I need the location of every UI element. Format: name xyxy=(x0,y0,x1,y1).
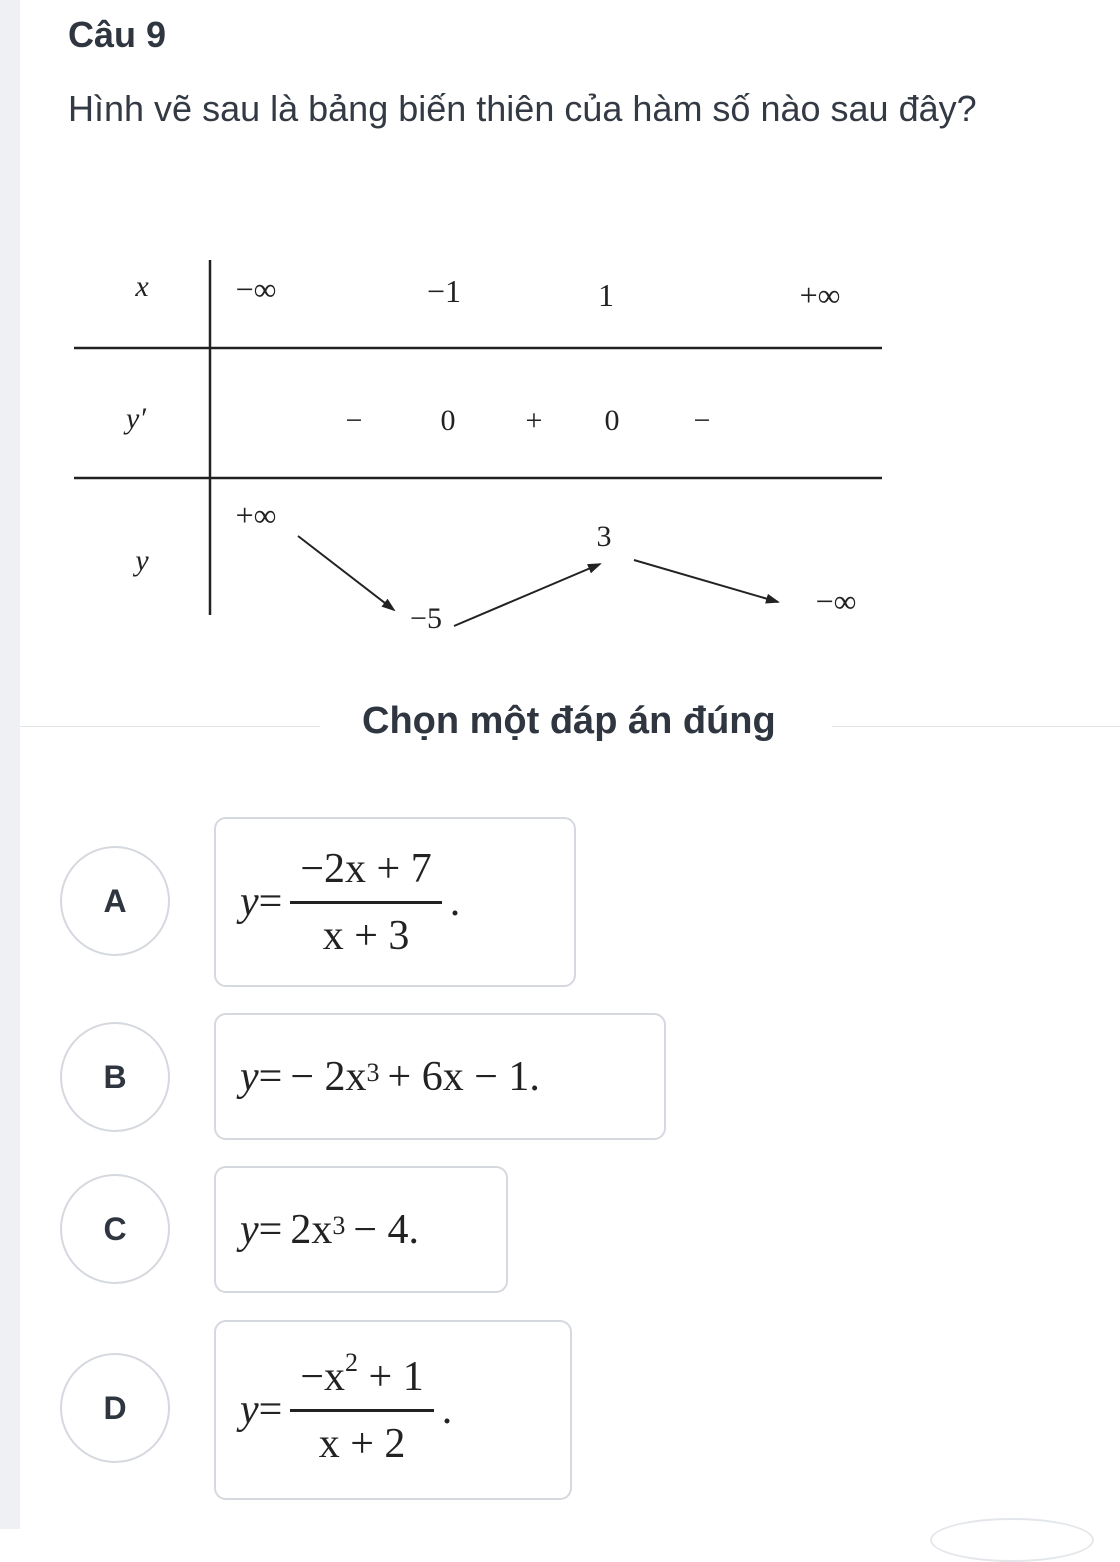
option-d-numerator-b: + 1 xyxy=(368,1354,424,1400)
option-b-eq: = xyxy=(258,1053,283,1100)
option-d-numerator-exponent: 2 xyxy=(345,1348,359,1377)
option-d-numerator-a: −x xyxy=(300,1354,346,1400)
option-d-y: y xyxy=(240,1387,259,1433)
variation-table xyxy=(60,240,900,640)
option-d-box[interactable] xyxy=(214,1320,572,1500)
y-value-pos-inf: +∞ xyxy=(235,497,277,533)
y-value-minus-5: −5 xyxy=(410,602,442,635)
arrow-decrease-1 xyxy=(298,536,394,610)
yprime-sign-2: + xyxy=(525,404,543,437)
y-value-3: 3 xyxy=(596,520,612,553)
option-c-circle[interactable] xyxy=(60,1174,170,1284)
arrow-decrease-2 xyxy=(634,560,778,602)
option-b-circle[interactable] xyxy=(60,1022,170,1132)
left-edge-strip xyxy=(0,0,20,1529)
option-a-eq: = xyxy=(258,879,283,925)
option-d-letter: D xyxy=(103,1389,127,1426)
answer-divider-label: Chọn một đáp án đúng xyxy=(362,700,776,742)
yprime-zero-1: 0 xyxy=(440,404,456,437)
option-d-tail: . xyxy=(441,1387,453,1433)
x-value-neg-inf: −∞ xyxy=(235,271,277,307)
option-b-exponent: 3 xyxy=(366,1057,380,1087)
option-a-box[interactable] xyxy=(214,817,576,987)
option-c-expr-a: 2x xyxy=(290,1206,333,1253)
option-d-numerator xyxy=(290,1348,433,1409)
option-c-exponent: 3 xyxy=(332,1210,346,1240)
x-value-pos-inf: +∞ xyxy=(799,277,841,313)
option-b-letter: B xyxy=(103,1058,127,1095)
option-a-circle[interactable] xyxy=(60,846,170,956)
option-a-denominator: x + 3 xyxy=(322,912,410,959)
option-a-letter: A xyxy=(103,882,127,919)
divider-line-left xyxy=(20,726,320,727)
yprime-sign-3: − xyxy=(693,404,711,437)
x-value-1: 1 xyxy=(598,277,614,313)
option-b-box[interactable] xyxy=(214,1013,666,1140)
option-a-tail: . xyxy=(449,879,461,925)
option-a-numerator: −2x + 7 xyxy=(300,845,432,892)
option-c-y: y xyxy=(240,1206,259,1253)
arrow-increase xyxy=(454,564,600,626)
y-value-neg-inf: −∞ xyxy=(815,583,857,619)
option-d-fraction xyxy=(290,1348,433,1468)
question-title: Câu 9 xyxy=(68,14,167,55)
next-option-hint xyxy=(930,1518,1094,1562)
option-b-expr-b: + 6x − 1. xyxy=(387,1053,540,1100)
option-a-fraction xyxy=(290,845,441,960)
option-b-y: y xyxy=(240,1053,259,1100)
option-a-y: y xyxy=(240,879,259,925)
x-value-minus-1: −1 xyxy=(426,273,462,309)
row-label-x: x xyxy=(135,270,149,303)
question-text: Hình vẽ sau là bảng biến thiên của hàm số nào sau đây? xyxy=(68,88,977,129)
option-c-eq: = xyxy=(258,1206,283,1253)
row-label-y: y xyxy=(135,544,149,577)
row-label-yprime: y′ xyxy=(126,402,146,435)
yprime-sign-1: − xyxy=(345,404,363,437)
option-d-circle[interactable] xyxy=(60,1353,170,1463)
option-c-expr-b: − 4. xyxy=(353,1206,420,1253)
divider-line-right xyxy=(832,726,1120,727)
option-c-letter: C xyxy=(103,1210,127,1247)
option-c-box[interactable] xyxy=(214,1166,508,1293)
option-d-eq: = xyxy=(258,1387,283,1433)
yprime-zero-2: 0 xyxy=(604,404,620,437)
option-b-expr-a: − 2x xyxy=(290,1053,367,1100)
option-d-denominator: x + 2 xyxy=(318,1421,406,1467)
